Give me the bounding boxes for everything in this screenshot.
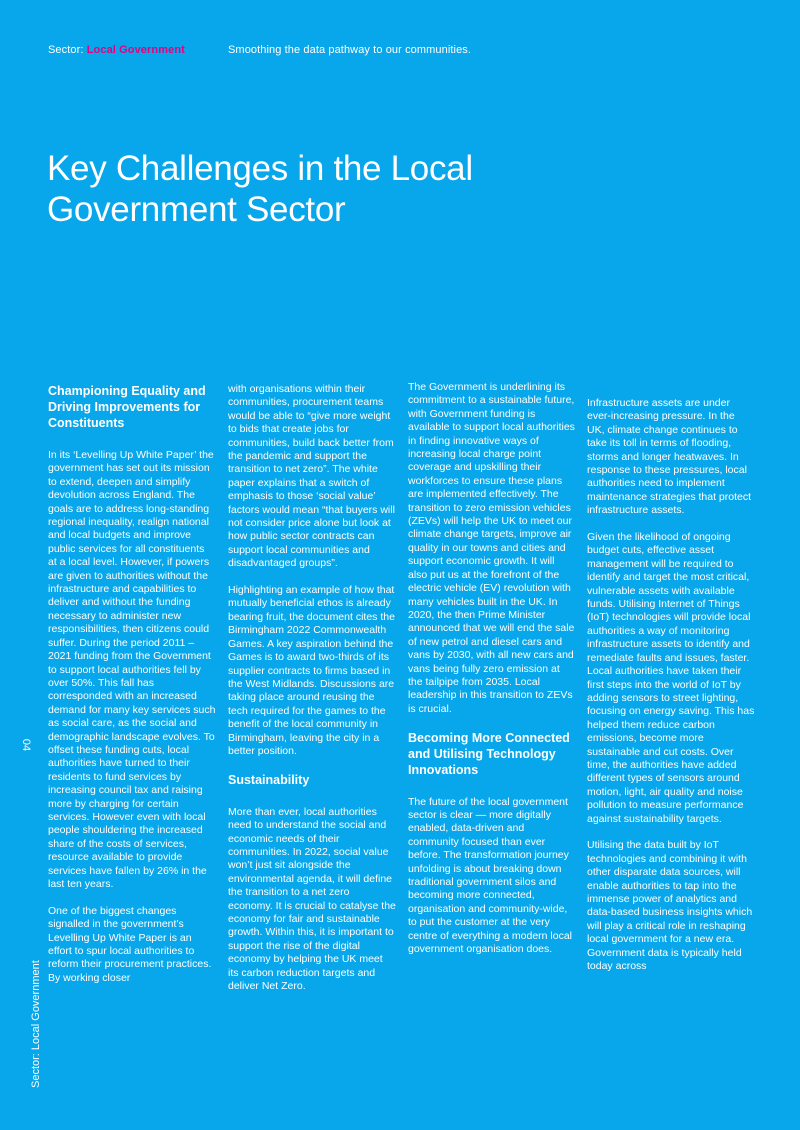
column-4	[587, 397, 755, 987]
paragraph: More than ever, local authorities need to understand the social and economic needs of their communities. In 2022, social value won’t just sit alongside the environmental agenda, it will define the transition to a net zero economy. It is crucial to catalyse the economy for fair and sustainable growth. Within this, it is important to support the rise of the digital economy by helping the UK meet its carbon reduction targets and deliver Net Zero.	[228, 805, 396, 993]
paragraph: The Government is underlining its commitment to a sustainable future, with Government funding is available to support local authorities in finding innovative ways of increasing local charge point coverage and upskilling their workforces to ensure these plans are implemented effectively. The transition to zero emission vehicles (ZEVs) will help the UK to meet our climate change targets, improve air quality in our towns and cities and support economic growth. It will also put us at the forefront of the electric vehicle (EV) revolution with many vehicles built in the UK. In 2020, the then Prime Minister announced that we will end the sale of new petrol and diesel cars and vans by 2030, with all new cars and vans being fully zero emission at the tailpipe from 2035. Local leadership in this transition to ZEVs is crucial.	[408, 381, 575, 715]
paragraph: Highlighting an example of how that mutually beneficial ethos is already bearing fruit, the document cites the Birmingham 2022 Commonwealth Games. A key aspiration behind the Games is to award two-thirds of its supplier contracts to firms based in the West Midlands. Discussions are taking place around reusing the tech required for the games to the benefit of the local community in Birmingham, leaving the city in a better position.	[228, 584, 395, 757]
page-title: Key Challenges in the Local Government Sector	[47, 149, 473, 229]
header-sector-label: Sector:	[48, 44, 87, 56]
column-3	[408, 381, 576, 970]
side-page-number	[12, 735, 32, 755]
page-number: 04	[20, 738, 32, 752]
section-heading-equality: Championing Equality and Driving Improvements for Constituents	[48, 384, 206, 430]
header-sector-name: Local Government	[86, 44, 185, 56]
side-sector-label: Sector: Local Government	[30, 960, 42, 1088]
paragraph: with organisations within their communities, procurement teams would be able to “give more weight to bids that create jobs for communities, build back better from the pandemic and support the transition to net zero”. The white paper explains that a switch of emphasis to those ‘social value’ factors would mean “that buyers will not consider price alone but look at how public sector contracts can support local communities and disadvantaged groups”.	[228, 383, 395, 570]
paragraph: The future of the local government sector is clear — more digitally enabled, data-driven and community focused than ever before. The transformation journey unfolding is about breaking down traditional government silos and becoming more connected, organisation and community-wide, to put the customer at the very centre of everything a modern local government organisation does.	[408, 795, 573, 956]
page-header	[48, 44, 472, 56]
paragraph: One of the biggest changes signalled in the government’s Levelling Up White Paper is an effort to spur local authorities to reform their procurement practices. By working closer	[48, 904, 212, 984]
column-1	[48, 383, 216, 999]
section-heading-technology: Becoming More Connected and Utilising Technology Innovations	[408, 730, 570, 777]
paragraph: Utilising the data built by IoT technologies and combining it with other disparate data sources, will enable authorities to tap into the immense power of analytics and data-based business insights which will play a critical role in reshaping local government for a new era. Government data is typically held today across	[587, 839, 753, 973]
column-2	[228, 383, 396, 1007]
section-heading-sustainability: Sustainability	[228, 772, 310, 787]
header-tagline: Smoothing the data pathway to our communities.	[228, 44, 472, 56]
paragraph: In its ‘Levelling Up White Paper’ the government has set out its mission to extend, deepen and simplify devolution across England. The goals are to address long-standing regional inequality, realign national and local budgets and improve public services for all constituents at a local level. However, if powers are given to authorities without the infrastructure and capabilities to deliver and without the funding necessary to administer new responsibilities, then citizens could suffer. During the period 2011 – 2021 funding from the Government to support local authorities fell by over 50%. This fall has corresponded with an increased demand for many key services such as social care, as the social and demographic landscape evolves. To offset these funding cuts, local authorities have turned to their residents to fund services by increasing council tax and raising more by charging for certain services. However even with local people shouldering the increased share of the costs of services, resource available to provide services have fallen by 26% in the last ten years.	[48, 449, 216, 890]
paragraph: Given the likelihood of ongoing budget cuts, effective asset management will be required to identify and target the most critical, vulnerable assets with available funds. Utilising Internet of Things (IoT) technologies will provide local authorities a way of monitoring infrastructure assets to identify and remediate faults and issues, faster. Local authorities have taken their first steps into the world of IoT by adding sensors to street lighting, focusing on energy saving. This has helped them reduce carbon emissions, become more sustainable and cut costs. Over time, the authorities have added different types of sensors around motion, light, air quality and noise pollution to measure performance against sustainability targets.	[587, 531, 755, 825]
paragraph: Infrastructure assets are under ever-increasing pressure. In the UK, climate change continues to take its toll in terms of flooding, storms and longer heatwaves. In response to these pressures, local authorities need to implement maintenance strategies that protect infrastructure assets.	[587, 397, 752, 517]
